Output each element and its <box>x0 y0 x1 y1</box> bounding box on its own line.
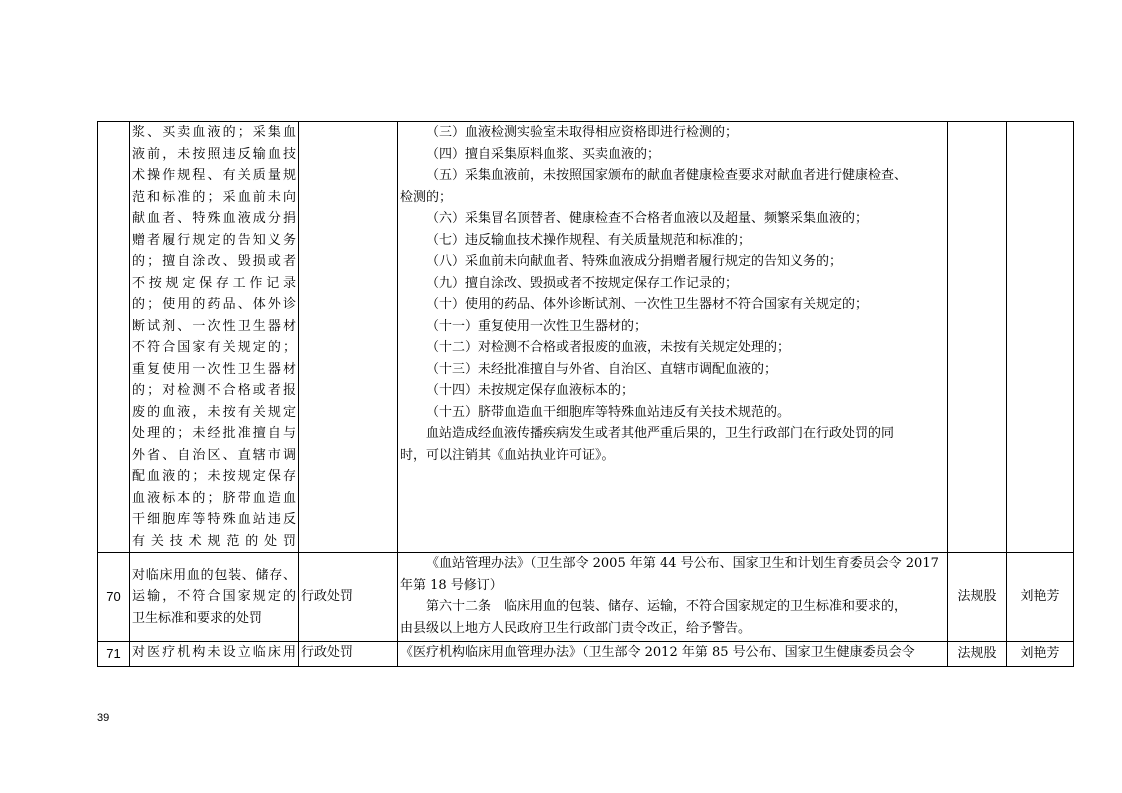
item-line: 断试剂、一次性卫生器材 <box>132 318 296 334</box>
basis-line: （十五）脐带血造血干细胞库等特殊血站违反有关技术规范的。 <box>426 404 791 420</box>
item-line: 对医疗机构未设立临床用 <box>132 645 296 660</box>
regulation-table <box>97 121 1074 667</box>
responsible-unit-cell <box>948 122 1007 553</box>
responsible-person-cell <box>1007 122 1074 553</box>
basis-line: （十）使用的药品、体外诊断试剂、一次性卫生器材不符合国家有关规定的； <box>426 297 869 312</box>
basis-line: （七）违反输血技术操作规程、有关质量规范和标准的； <box>426 232 752 248</box>
basis-line: 检测的； <box>400 189 453 205</box>
item-line: 配血液的；未按规定保存 <box>132 469 296 484</box>
basis-line: 第六十二条 临床用血的包装、储存、运输，不符合国家规定的卫生标准和要求的， <box>426 599 908 614</box>
responsible-unit-cell: 法规股 <box>948 642 1007 667</box>
basis-line: 年第 18 号修订） <box>400 577 503 593</box>
item-line: 外省、自治区、直辖市调 <box>132 447 296 463</box>
item-line: 液前，未按照违反输血技 <box>132 146 296 162</box>
basis-line: （十二）对检测不合格或者报废的血液，未按有关规定处理的； <box>426 340 791 355</box>
basis-line: 《医疗机构临床用血管理办法》（卫生部令 2012 年第 85 号公布、国家卫生健康委员会令 <box>400 645 915 660</box>
row-number <box>98 122 130 553</box>
basis-line: （四）擅自采集原料血浆、买卖血液的； <box>426 146 661 162</box>
item-line: 有关技术规范的处罚 <box>132 533 296 549</box>
legal-basis-cell <box>398 642 948 667</box>
item-line: 术操作规程、有关质量规 <box>132 168 296 183</box>
item-line: 的；使用的药品、体外诊 <box>132 297 296 312</box>
item-line: 重复使用一次性卫生器材 <box>132 361 296 377</box>
item-line: 范和标准的；采血前未向 <box>132 189 296 205</box>
item-line: 处理的；未经批准擅自与 <box>132 426 296 441</box>
item-line: 的；擅自涂改、毁损或者 <box>132 254 296 269</box>
item-line: 的；对检测不合格或者报 <box>132 383 296 398</box>
item-line: 对临床用血的包装、储存、 <box>132 567 296 583</box>
item-line: 浆、买卖血液的；采集血 <box>132 125 296 140</box>
item-cell <box>130 553 299 642</box>
item-line: 献血者、特殊血液成分捐 <box>132 211 296 226</box>
responsible-person-cell: 刘艳芳 <box>1007 553 1074 642</box>
table-row <box>98 553 1074 642</box>
row-number: 71 <box>98 642 130 667</box>
row-number: 70 <box>98 553 130 642</box>
item-line: 不符合国家有关规定的； <box>132 340 296 355</box>
penalty-type-cell: 行政处罚 <box>299 553 398 642</box>
basis-line: 《血站管理办法》（卫生部令 2005 年第 44 号公布、国家卫生和计划生育委员会令 2017 <box>426 556 939 571</box>
penalty-type-cell: 行政处罚 <box>299 642 398 667</box>
responsible-unit-cell: 法规股 <box>948 553 1007 642</box>
basis-line: （十三）未经批准擅自与外省、自治区、直辖市调配血液的； <box>426 361 778 377</box>
item-line: 废的血液，未按有关规定 <box>132 404 296 420</box>
basis-line: （十四）未按规定保存血液标本的； <box>426 383 635 398</box>
item-cell <box>130 642 299 667</box>
item-line: 干细胞库等特殊血站违反 <box>132 512 296 527</box>
basis-line: （九）擅自涂改、毁损或者不按规定保存工作记录的； <box>426 275 739 291</box>
basis-line: （五）采集血液前，未按照国家颁布的献血者健康检查要求对献血者进行健康检查、 <box>426 168 908 183</box>
basis-line: 血站造成经血液传播疾病发生或者其他严重后果的，卫生行政部门在行政处罚的同 <box>426 426 895 441</box>
table-row <box>98 122 1074 553</box>
penalty-type-cell <box>299 122 398 553</box>
responsible-person-cell: 刘艳芳 <box>1007 642 1074 667</box>
page-number: 39 <box>97 712 110 724</box>
item-line: 血液标本的；脐带血造血 <box>132 490 296 506</box>
item-line: 运输，不符合国家规定的 <box>132 589 296 605</box>
basis-line: （八）采血前未向献血者、特殊血液成分捐赠者履行规定的告知义务的； <box>426 254 843 269</box>
basis-line: （六）采集冒名顶替者、健康检查不合格者血液以及超量、频繁采集血液的； <box>426 211 869 226</box>
legal-basis-cell <box>398 553 948 642</box>
item-line: 不按规定保存工作记录 <box>132 275 296 291</box>
basis-line: （三）血液检测实验室未取得相应资格即进行检测的； <box>426 125 739 140</box>
basis-line: （十一）重复使用一次性卫生器材的； <box>426 318 648 334</box>
basis-line: 时，可以注销其《血站执业许可证》。 <box>400 447 615 463</box>
item-line: 赠者履行规定的告知义务 <box>132 232 296 248</box>
basis-line: 由县级以上地方人民政府卫生行政部门责令改正，给予警告。 <box>400 620 752 636</box>
table-row <box>98 642 1074 667</box>
legal-basis-cell <box>398 122 948 553</box>
item-cell <box>130 122 299 553</box>
item-line: 卫生标准和要求的处罚 <box>132 610 263 626</box>
